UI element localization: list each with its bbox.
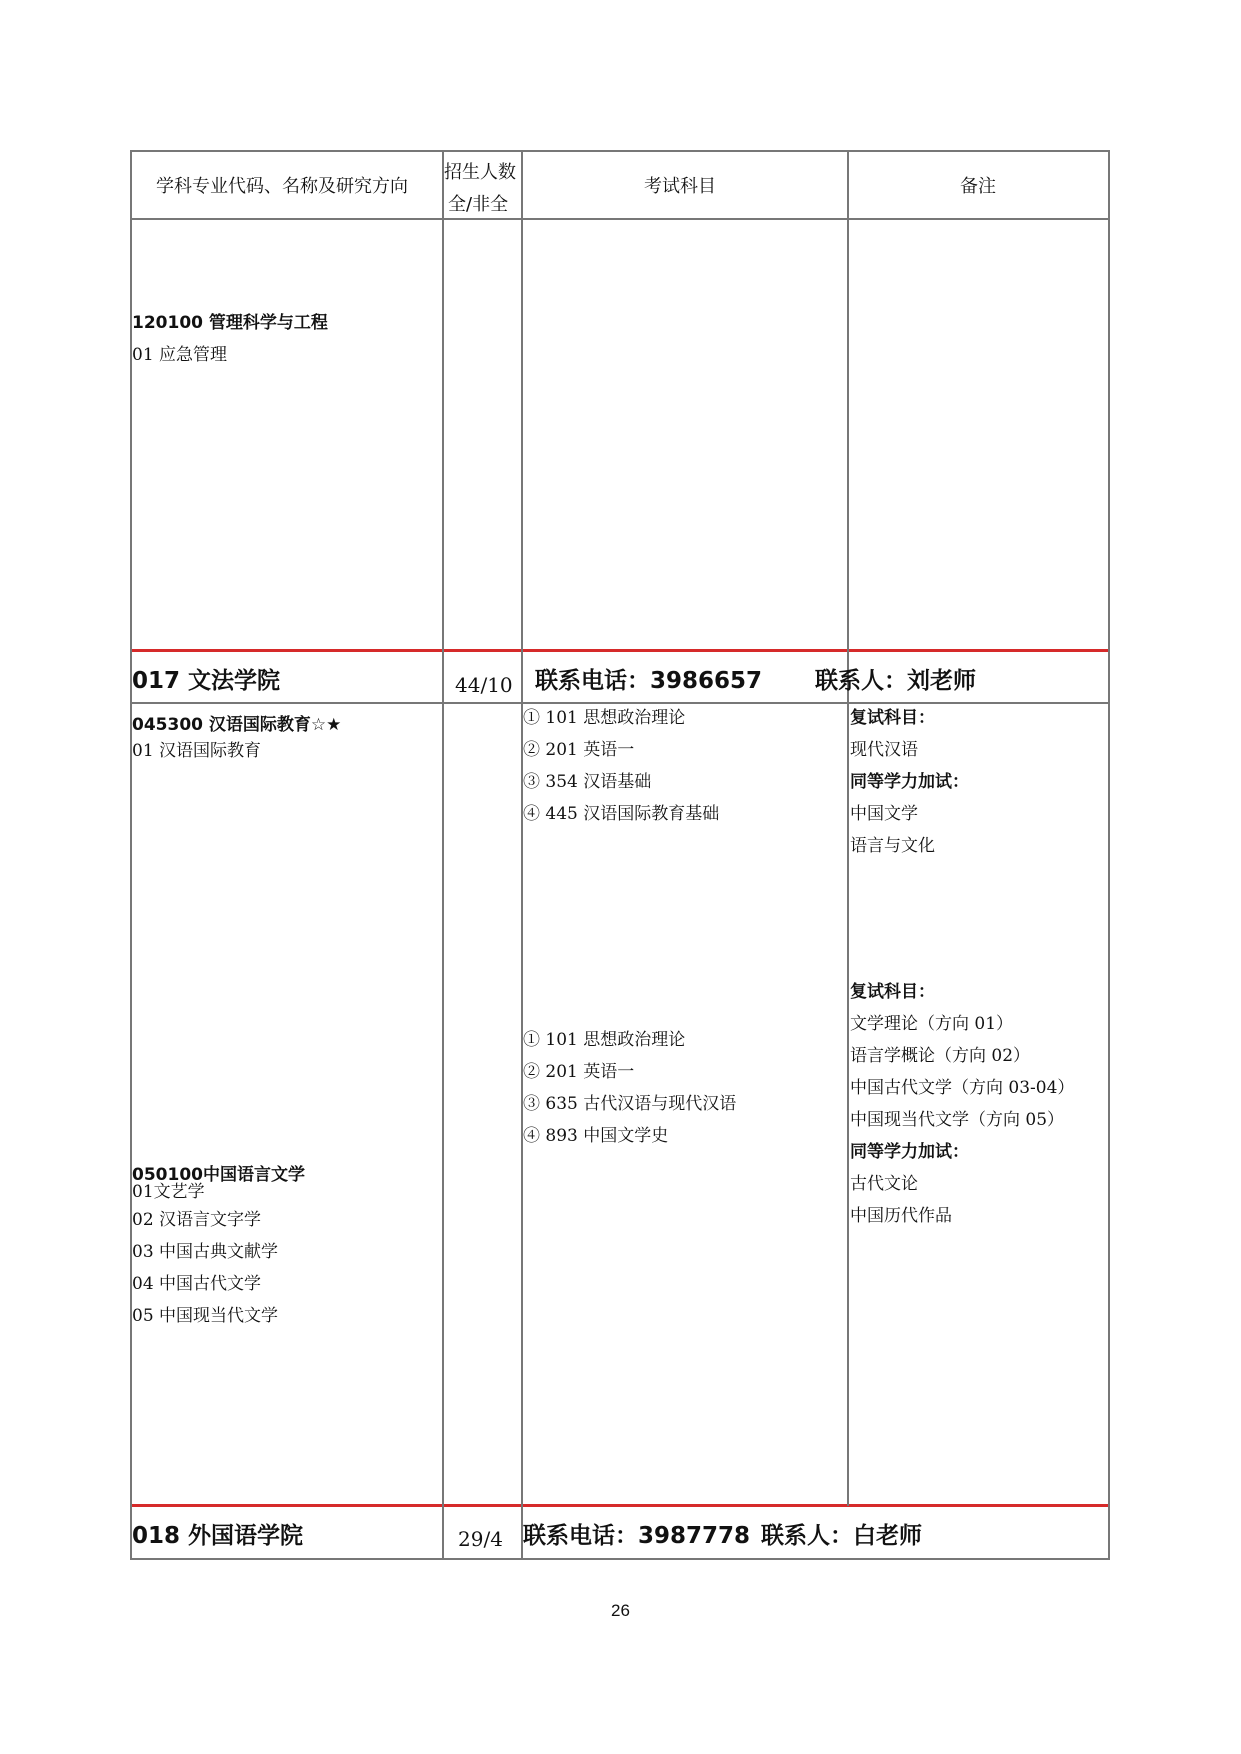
header-major: 学科专业代码、名称及研究方向 <box>156 176 408 197</box>
college-017-quota: 44/10 <box>455 673 513 697</box>
major-120100: 120100 管理科学与工程 <box>132 313 328 333</box>
header-bottom-border <box>130 218 1110 220</box>
directions-050100 <box>132 1180 278 1332</box>
section-divider-018 <box>130 1504 1110 1507</box>
notes-050100 <box>850 976 1074 1232</box>
major-050100: 050100中国语言文学 <box>132 1165 305 1185</box>
exam-item: ① 101 思想政治理论 <box>523 1030 686 1050</box>
notes-item: 语言与文化 <box>850 836 935 856</box>
exam-item: ① 101 思想政治理论 <box>523 708 686 728</box>
exam-item: ④ 445 汉语国际教育基础 <box>523 804 720 824</box>
college-017-name: 017 文法学院 <box>132 668 281 694</box>
exam-item: ③ 635 古代汉语与现代汉语 <box>523 1094 737 1114</box>
border-col3 <box>521 150 523 1560</box>
college-018-contact-person: 联系人：白老师 <box>761 1523 922 1549</box>
major-045300: 045300 汉语国际教育☆★ <box>132 715 342 735</box>
exam-list-050100 <box>523 1024 736 1152</box>
college-018-name: 018 外国语学院 <box>132 1523 304 1549</box>
notes-item: 语言学概论（方向 02） <box>850 1046 1031 1066</box>
notes-item: 中国古代文学（方向 03-04） <box>850 1078 1075 1098</box>
table-top-border <box>130 150 1110 152</box>
page-number: 26 <box>611 1601 630 1620</box>
exam-item: ② 201 英语一 <box>523 1062 635 1082</box>
header-quota-line2: 全/非全 <box>448 194 509 215</box>
notes-item: 现代汉语 <box>850 740 918 760</box>
admissions-table <box>130 150 1110 1550</box>
college-017-contact-person: 联系人：刘老师 <box>815 668 976 694</box>
direction-item: 04 中国古代文学 <box>132 1274 262 1294</box>
notes-item: 中国文学 <box>850 804 918 824</box>
exam-item: ② 201 英语一 <box>523 740 635 760</box>
notes-label: 复试科目： <box>850 708 935 728</box>
exam-item: ④ 893 中国文学史 <box>523 1126 669 1146</box>
header-exams: 考试科目 <box>644 176 716 197</box>
direction-emergency-management: 01 应急管理 <box>132 345 228 365</box>
notes-label: 复试科目： <box>850 982 935 1002</box>
border-col2 <box>442 150 444 1560</box>
notes-label: 同等学力加试： <box>850 772 969 792</box>
header-notes: 备注 <box>960 176 996 197</box>
border-right <box>1108 150 1110 1560</box>
direction-item: 05 中国现当代文学 <box>132 1306 279 1326</box>
exam-item: ③ 354 汉语基础 <box>523 772 652 792</box>
section-divider-017 <box>130 649 1110 652</box>
notes-item: 古代文论 <box>850 1174 918 1194</box>
direction-item: 02 汉语言文字学 <box>132 1210 262 1230</box>
notes-045300 <box>850 702 969 862</box>
notes-label: 同等学力加试： <box>850 1142 969 1162</box>
notes-item: 文学理论（方向 01） <box>850 1014 1014 1034</box>
direction-item: 01文艺学 <box>132 1182 205 1202</box>
college-017-phone: 联系电话：3986657 <box>535 668 763 694</box>
border-col4 <box>847 150 849 1506</box>
notes-item: 中国历代作品 <box>850 1206 952 1226</box>
direction-045300-01: 01 汉语国际教育 <box>132 741 262 761</box>
college-018-phone: 联系电话：3987778 <box>523 1523 751 1549</box>
table-bottom-border <box>130 1558 1110 1560</box>
direction-item: 03 中国古典文献学 <box>132 1242 279 1262</box>
notes-item: 中国现当代文学（方向 05） <box>850 1110 1065 1130</box>
college-018-quota: 29/4 <box>458 1527 503 1551</box>
exam-list-045300 <box>523 702 719 830</box>
header-quota-line1: 招生人数 <box>444 162 516 183</box>
